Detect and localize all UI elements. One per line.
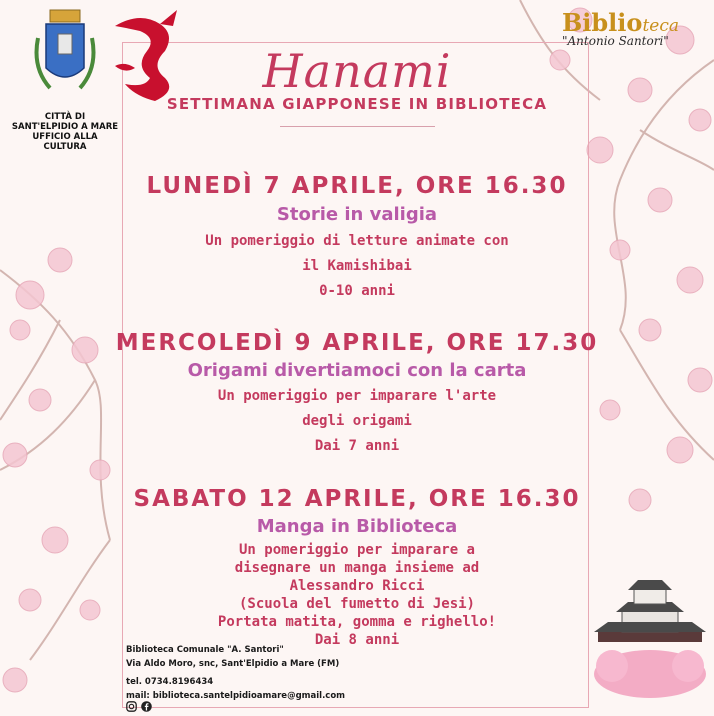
event-line: disegnare un manga insieme ad — [234, 560, 480, 576]
event-line: Dai 8 anni — [314, 632, 400, 648]
comune-line: CULTURA — [43, 142, 87, 152]
event-description — [0, 386, 714, 456]
library-logo-name: "Antonio Santori" — [562, 34, 669, 48]
event-line: Un pomeriggio di letture animate con — [205, 233, 509, 249]
footer-phone: tel. 0734.8196434 — [126, 677, 214, 687]
comune-line: CITTÀ DI — [44, 112, 86, 122]
event-line: 0-10 anni — [319, 283, 395, 299]
event-date: MERCOLEDÌ 9 APRILE, ORE 17.30 — [115, 330, 599, 356]
comune-line: SANT'ELPIDIO A MARE — [11, 122, 119, 132]
event-date: LUNEDÌ 7 APRILE, ORE 16.30 — [146, 173, 568, 199]
event-line: Portata matita, gomma e righello! — [217, 614, 497, 630]
comune-label — [10, 112, 120, 152]
event-line: degli origami — [302, 413, 412, 429]
social-links — [126, 697, 152, 708]
event-line: Un pomeriggio per imparare a — [238, 542, 475, 558]
event-line: il Kamishibai — [302, 258, 412, 274]
event-line: Dai 7 anni — [314, 438, 400, 454]
event-line: Un pomeriggio per imparare l'arte — [217, 388, 497, 404]
event-title: Origami divertiamoci con la carta — [187, 360, 527, 381]
comune-line: UFFICIO ALLA — [32, 132, 98, 142]
footer-email[interactable]: mail: biblioteca.santelpidioamare@gmail.com — [126, 691, 346, 701]
page-title: Hanami — [262, 44, 452, 98]
library-logo — [562, 8, 682, 48]
footer-name: Biblioteca Comunale "A. Santori" — [126, 645, 284, 655]
event-title: Manga in Biblioteca — [256, 516, 458, 537]
library-logo-big: Biblio — [562, 8, 643, 37]
castle-icon — [592, 574, 708, 698]
event-title: Storie in valigia — [276, 204, 438, 225]
event-line: Alessandro Ricci — [289, 578, 425, 594]
event-date: SABATO 12 APRILE, ORE 16.30 — [133, 486, 581, 512]
footer-contacts — [126, 643, 345, 703]
event-description — [0, 231, 714, 301]
event-line: (Scuola del fumetto di Jesi) — [238, 596, 475, 612]
page-subtitle: SETTIMANA GIAPPONESE IN BIBLIOTECA — [166, 95, 548, 113]
instagram-icon[interactable] — [126, 697, 137, 708]
title-divider — [280, 126, 435, 127]
facebook-icon[interactable] — [141, 697, 152, 708]
library-logo-small: teca — [642, 16, 679, 36]
footer-address: Via Aldo Moro, snc, Sant'Elpidio a Mare (FM) — [126, 659, 340, 669]
